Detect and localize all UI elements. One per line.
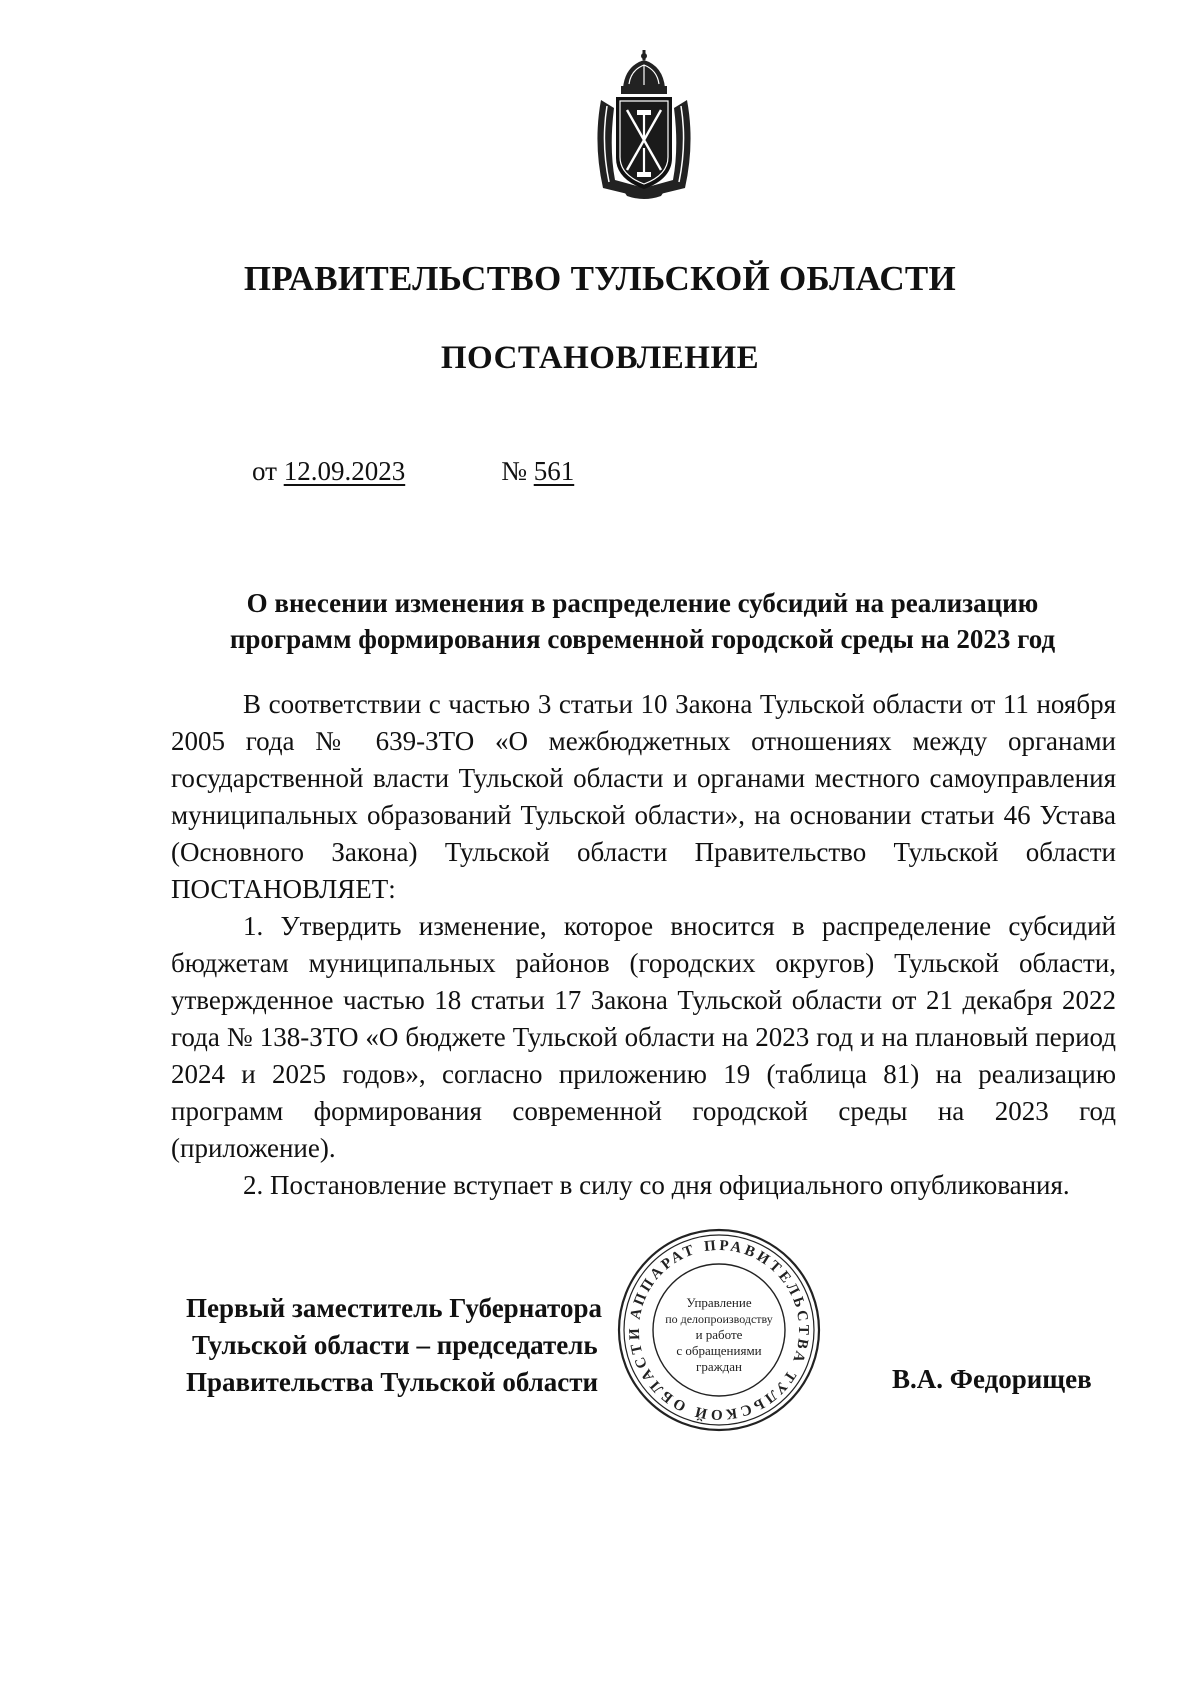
seal-text-line-3: и работе [695,1327,743,1342]
subject-line-2: программ формирования современной городской среды на 2023 год [229,624,1056,654]
subject-line-1: О внесении изменения в распределение субсидий на реализацию [246,588,1039,618]
seal-text-line-2: по делопроизводству [665,1312,773,1326]
seal-ring-text: АППАРАТ ПРАВИТЕЛЬСТВА ТУЛЬСКОЙ ОБЛАСТИ [626,1237,812,1423]
tula-coat-of-arms-icon [589,48,699,200]
document-type-title: ПОСТАНОВЛЕНИЕ [440,340,760,376]
signatory-position-line-2: Тульской области – председатель [192,1330,598,1360]
body-paragraph-item-2: 2. Постановление вступает в силу со дня официального опубликования. [243,1170,1070,1200]
government-title: ПРАВИТЕЛЬСТВО ТУЛЬСКОЙ ОБЛАСТИ [243,259,957,298]
signatory-position-line-3: Правительства Тульской области [186,1367,599,1397]
seal-text-line-4: с обращениями [676,1343,762,1358]
signatory-position-line-1: Первый заместитель Губернатора [186,1293,602,1323]
signatory-position [186,1290,602,1401]
body-paragraph-item-1: 1. Утвердить изменение, которое вносится в распределение субсидий бюджетам муниципальных районов (городских округов) Тульской области, утвержденное частью 18 статьи 17 Закона Тульской области от 21 декабря 2022 года № 138-ЗТО «О бюджете Тульской области на 2023 год и на плановый период 2024 и 2025 годов», согласно приложению 19 (таблица 81) на реализацию программ формирования современной городской среды на 2023 год (приложение). [171,911,1116,1163]
official-seal-icon [614,1225,824,1435]
seal-text-line-5: граждан [696,1359,742,1374]
seal-text-line-1: Управление [686,1295,752,1310]
document-subject [170,585,1115,657]
document-body [171,686,1116,1204]
signatory-name: В.А. Федорищев [892,1364,1092,1394]
document-date-number [252,456,574,487]
document-number: 561 [533,456,575,486]
number-prefix: № [501,456,527,486]
document-date: 12.09.2023 [283,456,406,486]
date-prefix: от [252,456,277,486]
body-paragraph-preamble: В соответствии с частью 3 статьи 10 Закона Тульской области от 11 ноября 2005 года № 639-ЗТО «О межбюджетных отношениях между органами государственной власти Тульской области и органами местного самоуправления муниципальных образований Тульской области», на основании статьи 46 Устава (Основного Закона) Тульской области Правительство Тульской области ПОСТАНОВЛЯЕТ: [171,689,1116,904]
